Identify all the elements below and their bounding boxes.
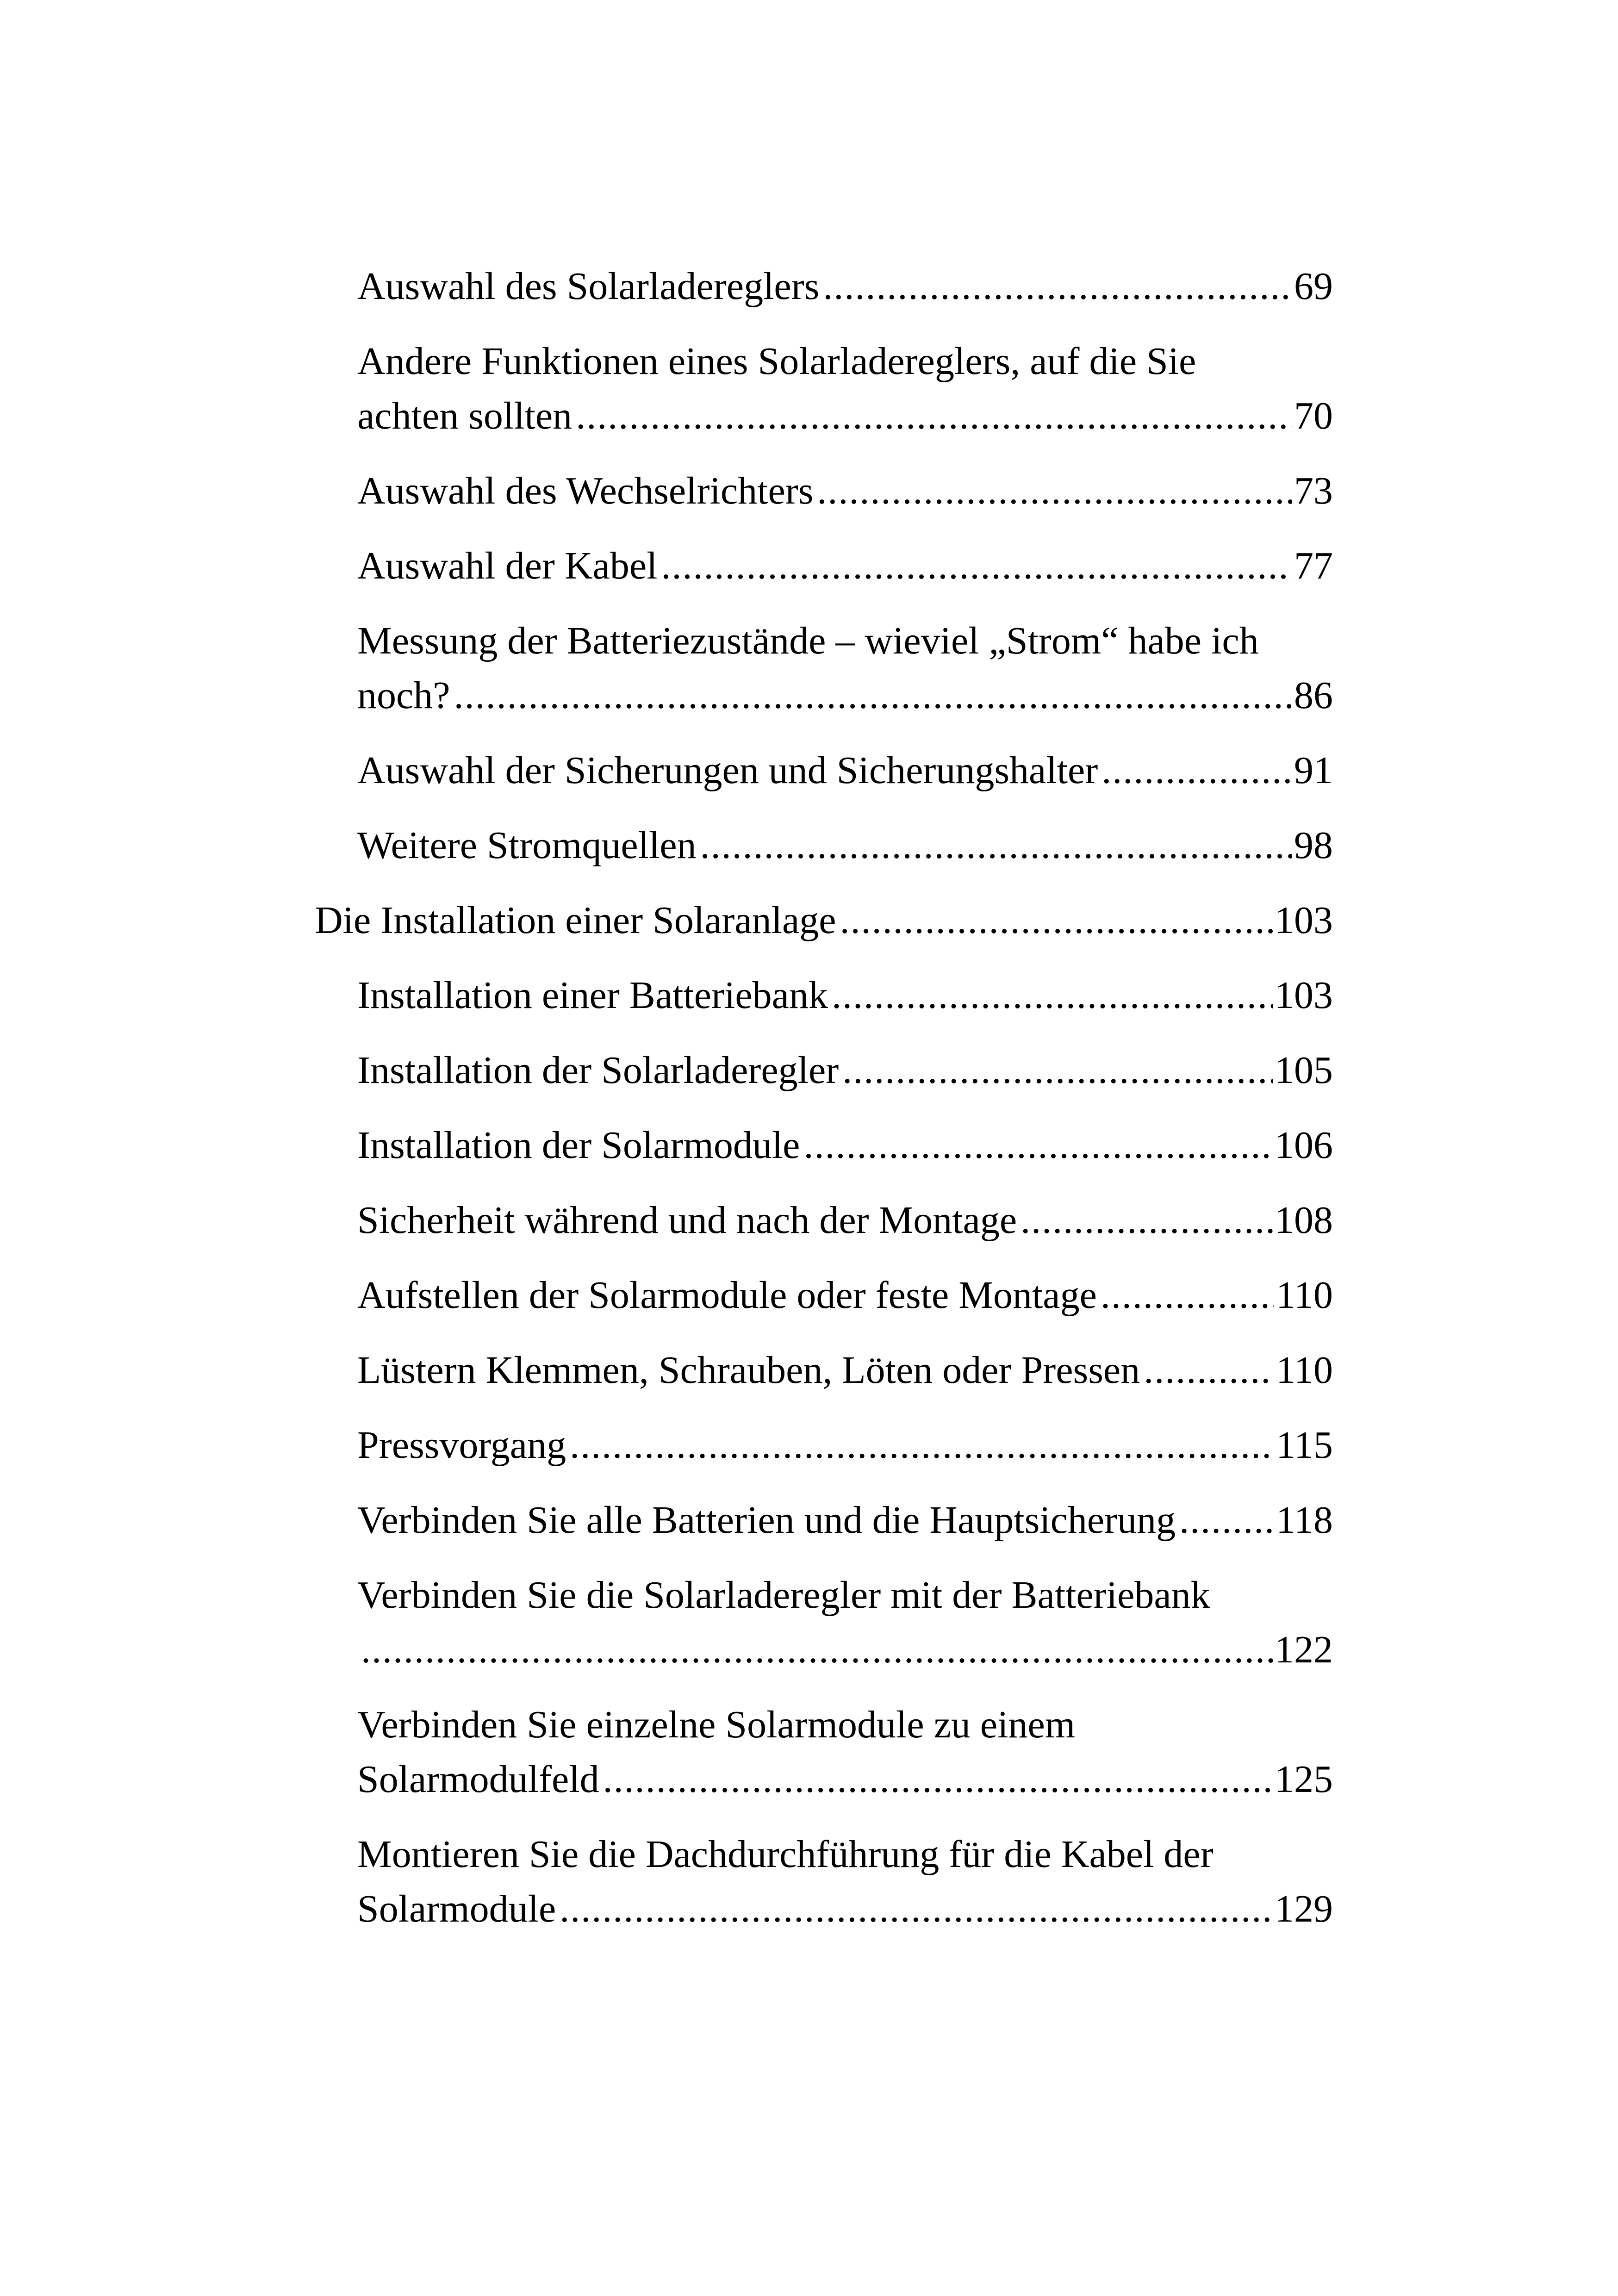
toc-entry-title: Pressvorgang [357,1424,566,1467]
dot-leader [560,1882,1273,1936]
dot-leader [842,1043,1273,1098]
toc-entry-page: 91 [1294,749,1333,792]
toc-entry-title: Auswahl des Solarladereglers [357,265,820,308]
toc-entry-title: Verbinden Sie alle Batterien und die Hauptsicherung [357,1499,1176,1542]
dot-leader [576,389,1292,443]
dot-leader [454,668,1292,723]
dot-leader [803,1118,1273,1173]
toc-entry[interactable] [315,539,1333,593]
toc-entry-page: 110 [1276,1274,1333,1317]
dot-leader [1101,1268,1274,1323]
toc-entry-title: Sicherheit während und nach der Montage [357,1199,1017,1242]
toc-entry-page: 103 [1275,974,1333,1017]
dot-leader [661,539,1292,593]
toc-entry-title-line: Verbinden Sie einzelne Solarmodule zu einem [357,1703,1076,1746]
toc-entry-title: Aufstellen der Solarmodule oder feste Montage [357,1274,1097,1317]
toc-entry-page: 125 [1275,1758,1333,1801]
toc-entry[interactable] [315,1827,1333,1936]
toc-entry-page: 77 [1294,544,1333,587]
toc-entry-title: Installation einer Batteriebank [357,974,828,1017]
toc-entry-page: 69 [1294,265,1333,308]
toc-entry[interactable] [315,614,1333,723]
toc-entry-page: 70 [1294,394,1333,437]
toc-entry-page: 105 [1275,1049,1333,1092]
dot-leader [840,893,1273,948]
toc-entry-page: 98 [1294,824,1333,867]
toc-chapter-entry[interactable] [315,893,1333,948]
toc-entry-title-line: Andere Funktionen eines Solarladereglers, auf die Sie [357,340,1196,383]
toc-entry-page: 106 [1275,1124,1333,1167]
dot-leader [570,1418,1274,1473]
toc-chapter-title: Die Installation einer Solaranlage [315,899,836,942]
toc-entry-title: Solarmodulfeld [357,1758,599,1801]
toc-entry-title: Auswahl der Kabel [357,544,658,587]
toc-entry-title-line: Verbinden Sie die Solarladeregler mit der Batteriebank [357,1574,1210,1617]
toc-entry[interactable] [315,743,1333,798]
toc-entry-page: 115 [1276,1424,1333,1467]
dot-leader [700,818,1292,873]
toc-entry[interactable] [315,1193,1333,1248]
toc-entry-page: 118 [1276,1499,1333,1542]
toc-entry-page: 86 [1294,674,1333,717]
toc-entry[interactable] [315,818,1333,873]
toc-entry[interactable] [315,1418,1333,1473]
dot-leader [832,968,1273,1023]
toc-entry-page: 129 [1275,1887,1333,1930]
toc-entry-title-line: Messung der Batteriezustände – wieviel „Strom“ habe ich [357,619,1259,662]
toc-entry[interactable] [315,259,1333,314]
dot-leader [1144,1343,1274,1398]
toc-entry-title: Installation der Solarladeregler [357,1049,839,1092]
table-of-contents [315,259,1333,1957]
toc-entry-page: 103 [1275,899,1333,942]
toc-entry-title: Installation der Solarmodule [357,1124,800,1167]
dot-leader [1179,1493,1274,1548]
toc-entry-title: Weitere Stromquellen [357,824,697,867]
toc-entry-title: achten sollten [357,394,573,437]
toc-entry[interactable] [315,1343,1333,1398]
dot-leader [823,259,1292,314]
dot-leader [603,1752,1273,1807]
toc-entry-title: Auswahl der Sicherungen und Sicherungshalter [357,749,1098,792]
toc-entry[interactable] [315,464,1333,518]
toc-entry[interactable] [315,1568,1333,1677]
toc-entry-title: noch? [357,674,450,717]
toc-entry[interactable] [315,1268,1333,1323]
dot-leader [1101,743,1292,798]
toc-entry[interactable] [315,1118,1333,1173]
toc-entry-page: 110 [1276,1349,1333,1392]
toc-entry-page: 73 [1294,469,1333,512]
dot-leader [361,1623,1273,1677]
dot-leader [817,464,1292,518]
toc-entry-title: Solarmodule [357,1887,556,1930]
toc-entry[interactable] [315,968,1333,1023]
dot-leader [1021,1193,1273,1248]
toc-entry[interactable] [315,1493,1333,1548]
toc-entry-title: Auswahl des Wechselrichters [357,469,814,512]
toc-entry-title: Lüstern Klemmen, Schrauben, Löten oder Pressen [357,1349,1140,1392]
toc-entry-page: 108 [1275,1199,1333,1242]
toc-entry[interactable] [315,334,1333,443]
toc-entry-page: 122 [1275,1628,1333,1671]
toc-entry-title-line: Montieren Sie die Dachdurchführung für die Kabel der [357,1833,1214,1876]
toc-entry[interactable] [315,1043,1333,1098]
toc-entry[interactable] [315,1698,1333,1807]
